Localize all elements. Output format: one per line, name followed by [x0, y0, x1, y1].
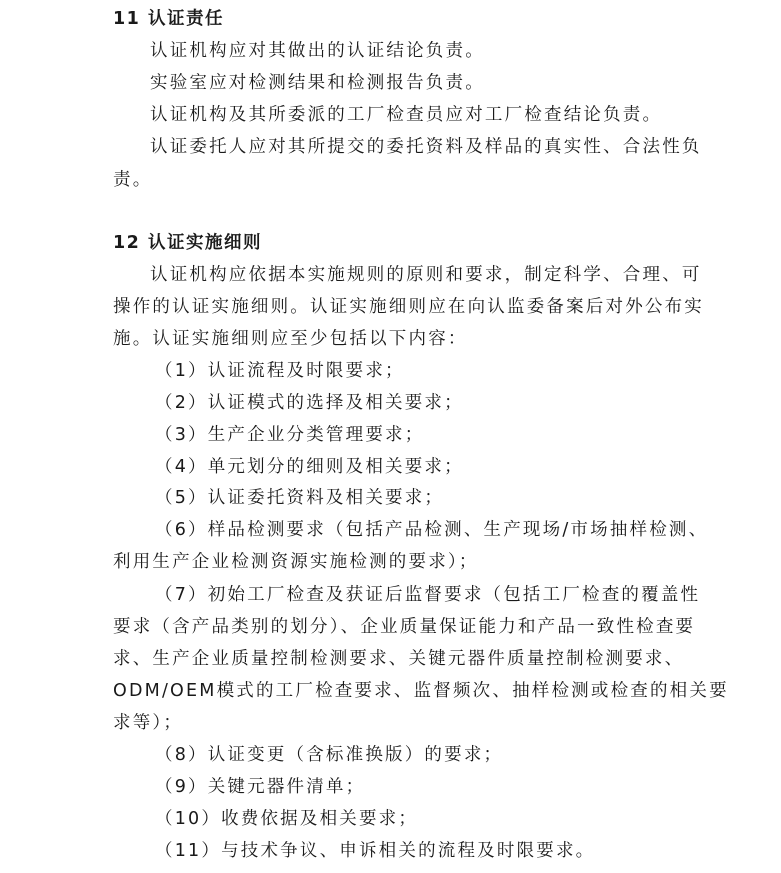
section-11-paragraph-line: 责。: [113, 170, 153, 190]
list-item-continuation: 利用生产企业检测资源实施检测的要求）；: [113, 552, 479, 572]
list-item-continuation: 要求（含产品类别的划分）、企业质量保证能力和产品一致性检查要: [113, 617, 696, 637]
list-item: （10）收费依据及相关要求；: [155, 809, 419, 829]
section-11-paragraph-line: 实验室应对检测结果和检测报告负责。: [150, 73, 485, 93]
section-12-paragraph-line: 操作的认证实施细则。认证实施细则应在向认监委备案后对外公布实: [113, 297, 704, 317]
list-item-continuation: 求等）；: [113, 713, 184, 733]
section-11-paragraph-line: 认证机构及其所委派的工厂检查员应对工厂检查结论负责。: [150, 105, 663, 125]
list-item: （3）生产企业分类管理要求；: [155, 425, 425, 445]
section-11-heading: 11 认证责任: [113, 9, 224, 29]
section-12-heading: 12 认证实施细则: [113, 233, 262, 253]
section-11-paragraph-line: 认证机构应对其做出的认证结论负责。: [150, 41, 485, 61]
list-item-continuation: 求、生产企业质量控制检测要求、关键元器件质量控制检测要求、: [113, 649, 685, 669]
list-item: （8）认证变更（含标准换版）的要求；: [155, 745, 504, 765]
list-item: （1）认证流程及时限要求；: [155, 361, 405, 381]
list-item: （6）样品检测要求（包括产品检测、生产现场/市场抽样检测、: [155, 520, 709, 540]
section-11-paragraph-line: 认证委托人应对其所提交的委托资料及样品的真实性、合法性负: [150, 137, 702, 157]
list-item: （2）认证模式的选择及相关要求；: [155, 393, 464, 413]
section-12-paragraph-line: 施。认证实施细则应至少包括以下内容：: [113, 329, 468, 349]
list-item-continuation: ODM/OEM模式的工厂检查要求、监督频次、抽样检测或检查的相关要: [113, 681, 729, 701]
list-item: （5）认证委托资料及相关要求；: [155, 488, 445, 508]
section-12-paragraph-line: 认证机构应依据本实施规则的原则和要求，制定科学、合理、可: [150, 265, 702, 285]
list-item: （4）单元划分的细则及相关要求；: [155, 457, 464, 477]
list-item: （7）初始工厂检查及获证后监督要求（包括工厂检查的覆盖性: [155, 585, 701, 605]
list-item: （9）关键元器件清单；: [155, 777, 366, 797]
list-item: （11）与技术争议、申诉相关的流程及时限要求。: [155, 841, 596, 861]
